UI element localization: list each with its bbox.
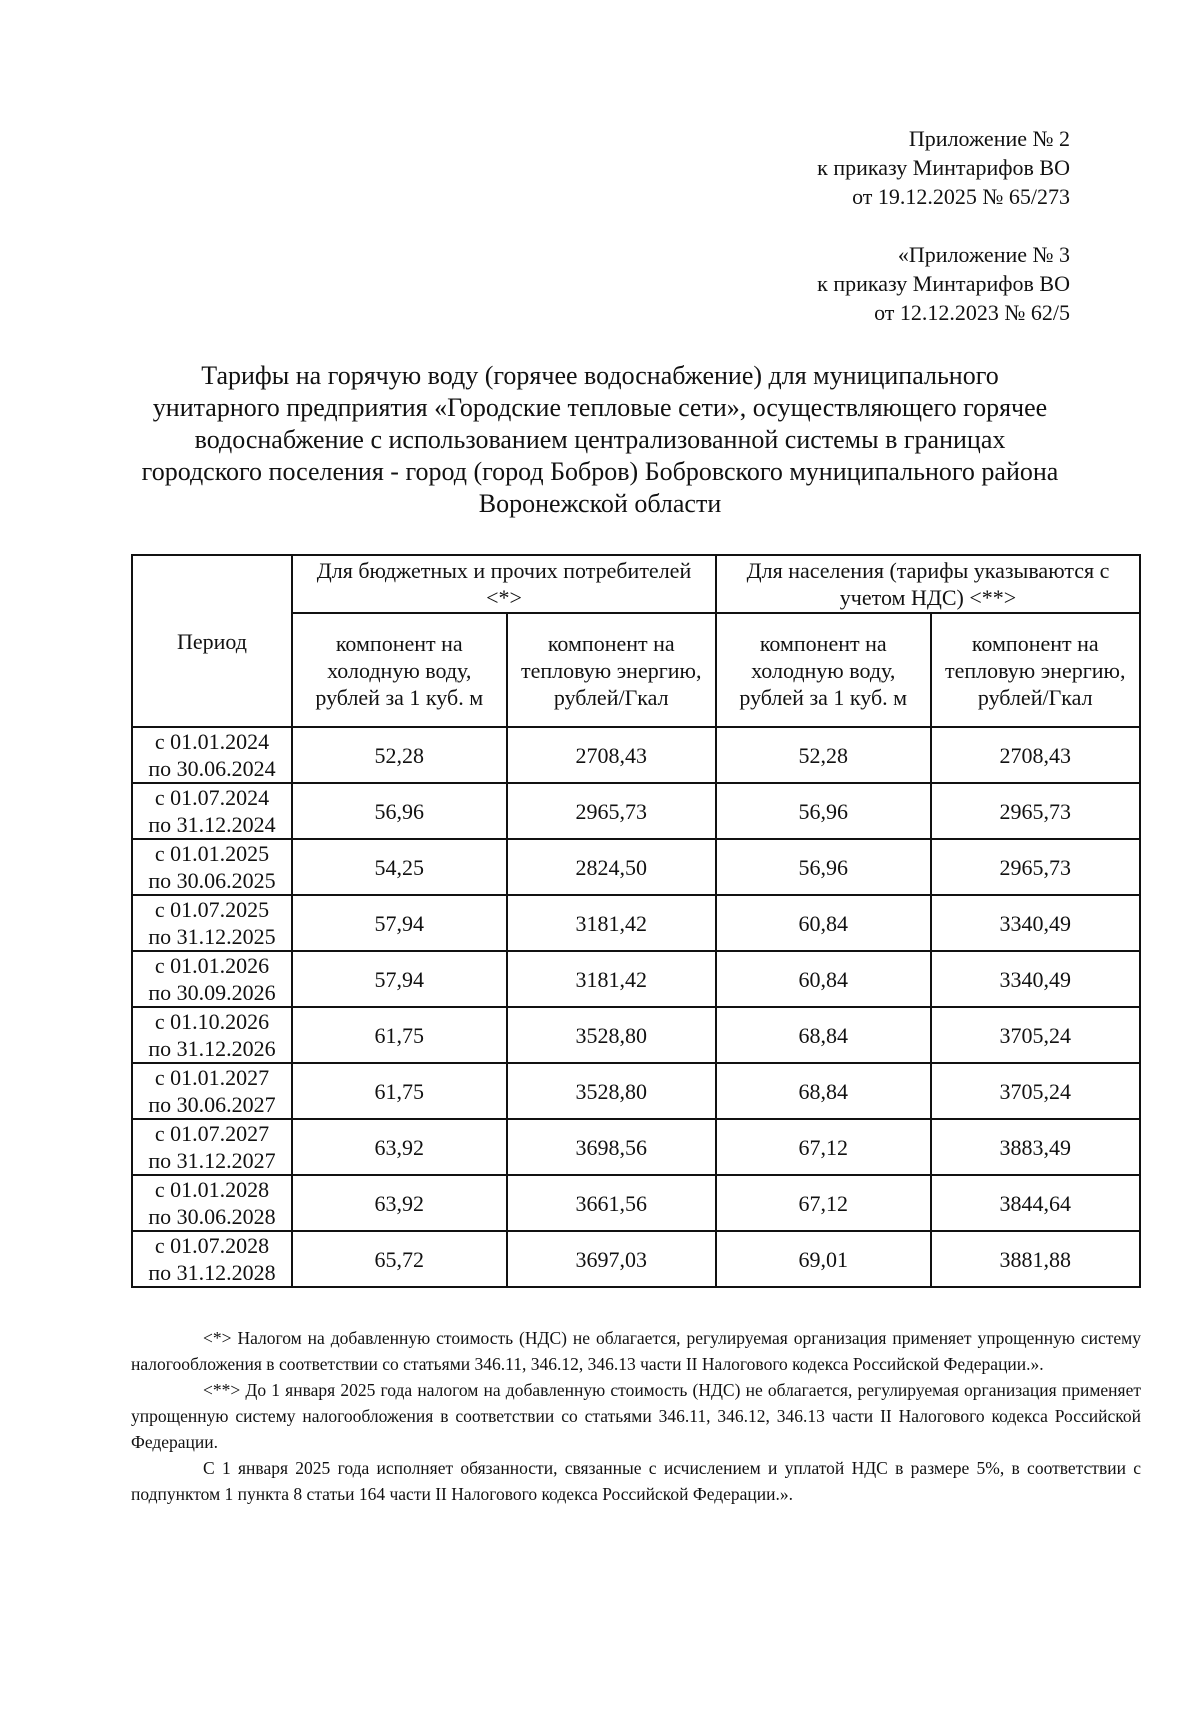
budget-heat-cell: 2824,50 xyxy=(507,839,716,895)
population-heat-cell: 2708,43 xyxy=(931,727,1141,783)
population-heat-cell: 3883,49 xyxy=(931,1119,1141,1175)
title-line: Тарифы на горячую воду (горячее водоснабжение) для муниципального xyxy=(201,361,999,390)
table-row xyxy=(132,1231,1140,1287)
budget-cold-cell: 65,72 xyxy=(292,1231,507,1287)
population-cold-cell: 56,96 xyxy=(716,839,931,895)
population-heat-energy-header: компонент на тепловую энергию, рублей/Гкал xyxy=(931,613,1141,727)
population-cold-cell: 67,12 xyxy=(716,1119,931,1175)
title-line: водоснабжение с использованием централизованной системы в границах xyxy=(194,425,1006,454)
table-row xyxy=(132,1063,1140,1119)
budget-consumers-header: Для бюджетных и прочих потребителей <*> xyxy=(292,555,716,613)
budget-heat-cell: 2965,73 xyxy=(507,783,716,839)
budget-heat-cell: 3661,56 xyxy=(507,1175,716,1231)
period-cell: с 01.07.2025 по 31.12.2025 xyxy=(132,895,292,951)
budget-heat-cell: 3181,42 xyxy=(507,895,716,951)
population-cold-cell: 52,28 xyxy=(716,727,931,783)
table-row xyxy=(132,895,1140,951)
budget-cold-cell: 54,25 xyxy=(292,839,507,895)
budget-heat-energy-header: компонент на тепловую энергию, рублей/Гкал xyxy=(507,613,716,727)
appendix-header-current xyxy=(817,124,1070,211)
header-line: к приказу Минтарифов ВО xyxy=(817,271,1070,296)
population-heat-cell: 2965,73 xyxy=(931,839,1141,895)
budget-heat-cell: 3528,80 xyxy=(507,1007,716,1063)
period-cell: с 01.07.2027 по 31.12.2027 xyxy=(132,1119,292,1175)
document-title xyxy=(120,360,1080,520)
budget-cold-cell: 56,96 xyxy=(292,783,507,839)
header-line: Приложение № 2 xyxy=(908,126,1070,151)
budget-cold-cell: 61,75 xyxy=(292,1063,507,1119)
footnote-vat-2025: С 1 января 2025 года исполняет обязанности, связанные с исчислением и уплатой НДС в размере 5%, в соответствии с подпунктом 1 пункта 8 статьи 164 части II Налогового кодекса Российской Федерации.». xyxy=(131,1458,1141,1504)
period-cell: с 01.10.2026 по 31.12.2026 xyxy=(132,1007,292,1063)
table-row xyxy=(132,1119,1140,1175)
budget-heat-cell: 3697,03 xyxy=(507,1231,716,1287)
period-header: Период xyxy=(132,555,292,727)
period-cell: с 01.07.2028 по 31.12.2028 xyxy=(132,1231,292,1287)
population-cold-cell: 67,12 xyxy=(716,1175,931,1231)
population-heat-cell: 3340,49 xyxy=(931,895,1141,951)
population-cold-cell: 68,84 xyxy=(716,1007,931,1063)
budget-heat-cell: 3528,80 xyxy=(507,1063,716,1119)
budget-heat-cell: 3698,56 xyxy=(507,1119,716,1175)
table-row xyxy=(132,727,1140,783)
budget-cold-cell: 63,92 xyxy=(292,1119,507,1175)
budget-cold-cell: 52,28 xyxy=(292,727,507,783)
footnote-budget: <*> Налогом на добавленную стоимость (НДС) не облагается, регулируемая организация применяет упрощенную систему налогообложения в соответствии со статьями 346.11, 346.12, 346.13 части II Налогового кодекса Российской Федерации.». xyxy=(131,1328,1141,1374)
table-row xyxy=(132,783,1140,839)
budget-heat-cell: 2708,43 xyxy=(507,727,716,783)
budget-cold-cell: 61,75 xyxy=(292,1007,507,1063)
period-cell: с 01.07.2024 по 31.12.2024 xyxy=(132,783,292,839)
population-cold-cell: 68,84 xyxy=(716,1063,931,1119)
population-header: Для населения (тарифы указываются с учетом НДС) <**> xyxy=(716,555,1140,613)
header-line: от 12.12.2023 № 62/5 xyxy=(874,300,1070,325)
header-line: от 19.12.2025 № 65/273 xyxy=(852,184,1070,209)
budget-cold-water-header: компонент на холодную воду, рублей за 1 куб. м xyxy=(292,613,507,727)
header-line: к приказу Минтарифов ВО xyxy=(817,155,1070,180)
period-cell: с 01.01.2024 по 30.06.2024 xyxy=(132,727,292,783)
population-cold-cell: 60,84 xyxy=(716,951,931,1007)
title-line: Воронежской области xyxy=(478,489,722,518)
population-heat-cell: 2965,73 xyxy=(931,783,1141,839)
population-heat-cell: 3340,49 xyxy=(931,951,1141,1007)
budget-heat-cell: 3181,42 xyxy=(507,951,716,1007)
title-line: городского поселения - город (город Бобров) Бобровского муниципального района xyxy=(141,457,1059,486)
budget-cold-cell: 57,94 xyxy=(292,951,507,1007)
period-cell: с 01.01.2026 по 30.09.2026 xyxy=(132,951,292,1007)
header-line: «Приложение № 3 xyxy=(897,242,1070,267)
population-cold-cell: 69,01 xyxy=(716,1231,931,1287)
population-cold-cell: 56,96 xyxy=(716,783,931,839)
period-cell: с 01.01.2028 по 30.06.2028 xyxy=(132,1175,292,1231)
period-cell: с 01.01.2025 по 30.06.2025 xyxy=(132,839,292,895)
population-heat-cell: 3705,24 xyxy=(931,1063,1141,1119)
population-heat-cell: 3705,24 xyxy=(931,1007,1141,1063)
table-row xyxy=(132,1007,1140,1063)
population-cold-cell: 60,84 xyxy=(716,895,931,951)
title-line: унитарного предприятия «Городские тепловые сети», осуществляющего горячее xyxy=(152,393,1048,422)
budget-cold-cell: 63,92 xyxy=(292,1175,507,1231)
budget-cold-cell: 57,94 xyxy=(292,895,507,951)
population-heat-cell: 3844,64 xyxy=(931,1175,1141,1231)
table-row xyxy=(132,839,1140,895)
footnote-population: <**> До 1 января 2025 года налогом на добавленную стоимость (НДС) не облагается, регулируемая организация применяет упрощенную систему налогообложения в соответствии со статьями 346.11, 346.12, 346.13 части II Налогового кодекса Российской Федерации. xyxy=(131,1380,1141,1452)
tariff-table xyxy=(131,554,1141,1288)
population-cold-water-header: компонент на холодную воду, рублей за 1 куб. м xyxy=(716,613,931,727)
period-cell: с 01.01.2027 по 30.06.2027 xyxy=(132,1063,292,1119)
table-row xyxy=(132,1175,1140,1231)
population-heat-cell: 3881,88 xyxy=(931,1231,1141,1287)
footnotes xyxy=(131,1325,1141,1507)
appendix-header-original xyxy=(817,240,1070,327)
table-row xyxy=(132,951,1140,1007)
